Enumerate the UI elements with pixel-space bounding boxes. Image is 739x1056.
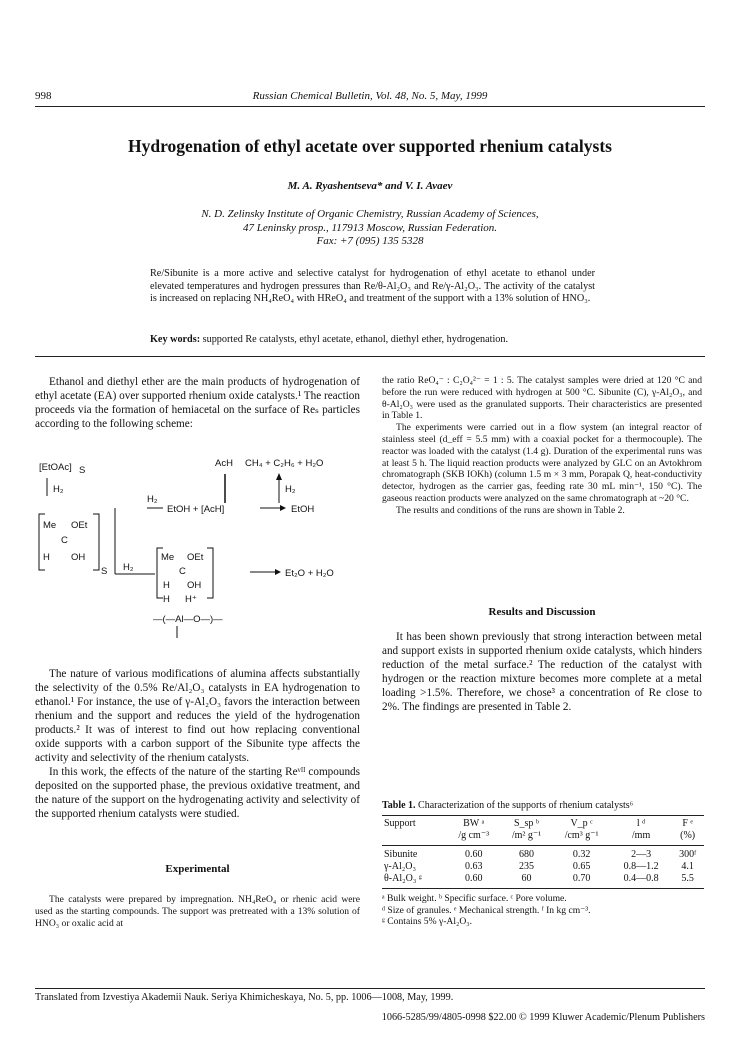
column-unit: /m² g⁻¹ — [501, 830, 553, 846]
column-unit: /mm — [611, 830, 671, 846]
abstract: Re/Sibunite is a more active and selective catalyst for hydrogenation of ethyl acetate to ethanol under elevated temperatures and hydrogen pressures than Re/θ-Al₂O₃ and Re/γ-Al₂O₃. The activity of the catalyst is increased on replacing NH₄ReO₄ with HReO₄ and treatment of the support with a 13% solution of HNO₃. — [150, 268, 595, 304]
affiliation-line: 47 Leninsky prosp., 117913 Moscow, Russian Federation. — [243, 221, 497, 234]
scheme-h: H — [43, 552, 50, 563]
scheme-etoh-ach: EtOH + [AcH] — [167, 504, 225, 515]
keywords-label: Key words: — [150, 334, 201, 345]
column-header: BW ᵃ — [447, 816, 501, 831]
scheme-h: H — [163, 594, 170, 605]
table-footnotes: ᵃ Bulk weight. ᵇ Specific surface. ᶜ Pore volume. ᵈ Size of granules. ᵉ Mechanical strength. ᶠ In kg cm⁻³. ᵍ Contains 5% γ-Al₂O₃. — [382, 893, 591, 927]
affiliation-line: N. D. Zelinsky Institute of Organic Chemistry, Russian Academy of Sciences, — [201, 208, 539, 220]
column-header: S_sp ᵇ — [501, 816, 553, 831]
scheme-sub-s: S — [101, 566, 108, 577]
experimental-paragraph: The catalysts were prepared by impregnation. NH₄ReO₄ or rhenic acid were used as the starting compounds. The support was pretreated with a 13% solution of HNO₃ or oxalic acid at — [35, 894, 360, 929]
column-header: Support — [382, 816, 447, 831]
scheme-c: C — [179, 566, 186, 577]
scheme-ach: AcH — [215, 458, 233, 469]
copyright-line: 1066-5285/99/4805-0998 $22.00 © 1999 Kluwer Academic/Plenum Publishers — [381, 1012, 705, 1023]
scheme-oet: OEt — [71, 520, 88, 531]
left-column-body: The nature of various modifications of alumina affects substantially the selectivity of the 0.5% Re/Al₂O₃ catalysts in EA hydrogenation to ethanol.¹ For instance, the use of γ-Al₂O₃ favors the interaction between rhenium and the support and reduces the yield of the hydrogenation products.² It was of interest to find out how replacing conventional oxide supports with a carbon support of the Sibunite type affects the activity and selectivity of the rhenium catalysts. In this work, the effects of the nature of the starting Reᵛᴵᴵ compounds deposited on the supported phase, the previous oxidative treatment, and the nature of the support on the hydrogenating activity and selectivity of the supported rhenium catalysts were studied. — [35, 668, 360, 820]
results-paragraph: It has been shown previously that strong interaction between metal and support exists in supported rhenium oxide catalysts, which hinders reduction of the metal surface.² The reduction of the catalyst with hydrogen or the reaction mixture becomes more complete at a metal loading >1.5%. Therefore, we chose³ a concentration of Re close to 2%. The findings are presented in Table 2. — [382, 631, 702, 713]
header-rule — [35, 106, 705, 107]
affiliation-fax: Fax: +7 (095) 135 5328 — [316, 235, 424, 247]
reaction-scheme — [35, 448, 365, 648]
table-row: θ-Al₂O₃ ᵍ 0.60 60 0.70 0.4—0.8 5.5 — [382, 873, 704, 889]
abstract-rule — [35, 356, 705, 357]
affiliation — [35, 208, 705, 249]
scheme-hplus: H⁺ — [185, 594, 197, 605]
scheme-ether: Et₂O + H₂O — [285, 568, 334, 579]
support-characteristics-table — [382, 815, 704, 889]
scheme-h2: H₂ — [285, 484, 296, 495]
column-header: F ᵉ — [671, 816, 704, 831]
scheme-me: Me — [161, 552, 175, 563]
scheme-h2: H₂ — [123, 562, 134, 573]
column-header: V_p ᶜ — [552, 816, 611, 831]
scheme-h2: H₂ — [53, 484, 64, 495]
scheme-me: Me — [43, 520, 57, 531]
column-unit: (%) — [671, 830, 704, 846]
paper-title: Hydrogenation of ethyl acetate over supported rhenium catalysts — [128, 136, 612, 156]
authors: M. A. Ryashentseva* and V. I. Avaev — [287, 180, 453, 192]
results-heading: Results and Discussion — [488, 606, 596, 618]
scheme-gases: CH₄ + C₂H₆ + H₂O — [245, 458, 324, 469]
footer-rule — [35, 988, 705, 989]
scheme-oh: OH — [187, 580, 202, 591]
scheme-h2: H₂ — [147, 494, 158, 505]
scheme-chain: —(—Al—O—)— — [153, 614, 223, 625]
column-unit — [382, 830, 447, 846]
scheme-c: C — [61, 535, 68, 546]
translation-note: Translated from Izvestiya Akademii Nauk. Seriya Khimicheskaya, No. 5, pp. 1006—1008, May, 1999. — [35, 992, 454, 1003]
table-1 — [382, 800, 704, 928]
scheme-etoh: EtOH — [291, 504, 315, 515]
column-unit: /cm³ g⁻¹ — [552, 830, 611, 846]
experimental-heading: Experimental — [165, 863, 230, 875]
journal-citation: Russian Chemical Bulletin, Vol. 48, No. 5, May, 1999 — [252, 90, 488, 102]
table-caption: Table 1. Characterization of the supports of rhenium catalysts⁶ — [382, 800, 634, 811]
scheme-oet: OEt — [187, 552, 204, 563]
column-unit: /g cm⁻³ — [447, 830, 501, 846]
page-number: 998 — [35, 90, 52, 102]
left-intro-paragraph: Ethanol and diethyl ether are the main products of hydrogenation of ethyl acetate (EA) over supported rhenium oxide catalysts.¹ The reaction proceeds via the formation of hemiacetal on the surface of Reₛ particles according to the following scheme: — [35, 376, 360, 430]
keywords — [150, 334, 620, 345]
scheme-h: H — [163, 580, 170, 591]
scheme-oh: OH — [71, 552, 86, 563]
right-column-methods: the ratio ReO₄⁻ : C₂O₄²⁻ = 1 : 5. The catalyst samples were dried at 120 °C and before the run were reduced with hydrogen at 500 °C. Sibunite (C), γ-Al₂O₃, and θ-Al₂O₃ were used as the granulated supports. Their characteristics are presented in Table 1. The experiments were carried out in a flow system (an integral reactor of stainless steel (d_eff = 5.5 mm) with a coaxial pocket for a thermocouple). The reactor was loaded with the catalyst (1.4 g). Duration of the experimental runs was at least 5 h. The liquid reaction products were analyzed by GLC on an Avtokhrom chromatograph (SKB IOKh) (column 1.5 m × 3 mm, Porapak Q, heat-conductivity detector, hydrogen as the carrier gas, feeding rate 30 mL min⁻¹, 150 °C). The gaseous reaction products were analyzed on the same chromatograph at ~20 °C. The results and conditions of the runs are shown in Table 2. — [382, 375, 702, 516]
scheme-etoac: [EtOAc] — [39, 462, 72, 473]
keywords-text: supported Re catalysts, ethyl acetate, ethanol, diethyl ether, hydrogenation. — [202, 334, 509, 345]
table-row: Sibunite 0.60 680 0.32 2—3 300ᶠ — [384, 849, 697, 860]
table-row: γ-Al₂O₃ 0.63 235 0.65 0.8—1.2 4.1 — [384, 861, 694, 872]
scheme-sub-s: S — [79, 465, 86, 476]
column-header: l ᵈ — [611, 816, 671, 831]
